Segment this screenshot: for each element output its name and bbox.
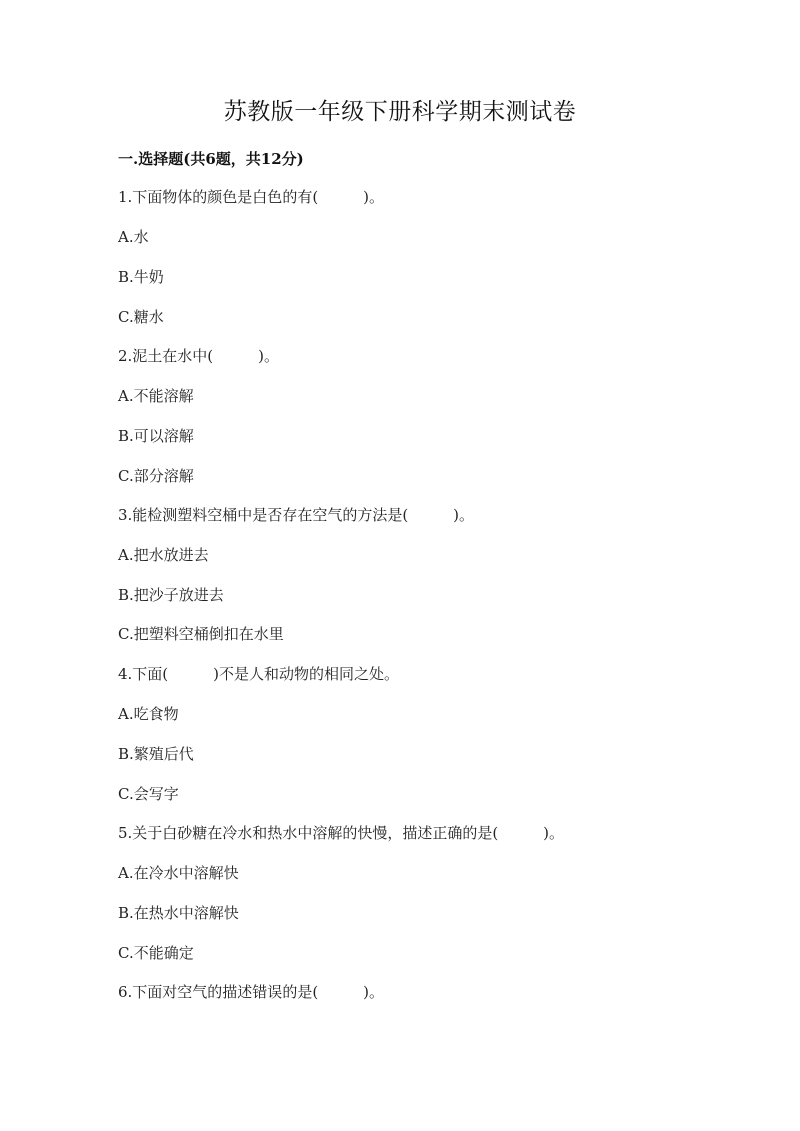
question-stem: 3.能检测塑料空桶中是否存在空气的方法是( )。 [118,506,475,524]
question-stem: 1.下面物体的颜色是白色的有( )。 [118,188,385,206]
answer-option: C.糖水 [118,308,164,326]
question-stem: 6.下面对空气的描述错误的是( )。 [118,983,385,1001]
answer-option: A.吃食物 [118,705,179,723]
page-title: 苏教版一年级下册科学期末测试卷 [223,99,577,125]
answer-option: A.不能溶解 [118,387,194,405]
answer-option: C.把塑料空桶倒扣在水里 [118,625,284,643]
answer-option: C.会写字 [118,785,179,803]
question-stem: 5.关于白砂糖在冷水和热水中溶解的快慢，描述正确的是( )。 [118,824,565,842]
answer-option: B.牛奶 [118,268,164,286]
answer-option: A.水 [118,228,149,246]
section-heading: 一.选择题(共6题，共12分) [118,150,304,168]
question-stem: 4.下面( )不是人和动物的相同之处。 [118,665,400,683]
answer-option: C.不能确定 [118,944,194,962]
answer-option: A.在冷水中溶解快 [118,864,239,882]
question-stem: 2.泥土在水中( )。 [118,347,280,365]
answer-option: C.部分溶解 [118,467,194,485]
answer-option: B.把沙子放进去 [118,586,224,604]
answer-option: B.在热水中溶解快 [118,904,239,922]
answer-option: A.把水放进去 [118,546,209,564]
answer-option: B.可以溶解 [118,427,194,445]
answer-option: B.繁殖后代 [118,745,194,763]
